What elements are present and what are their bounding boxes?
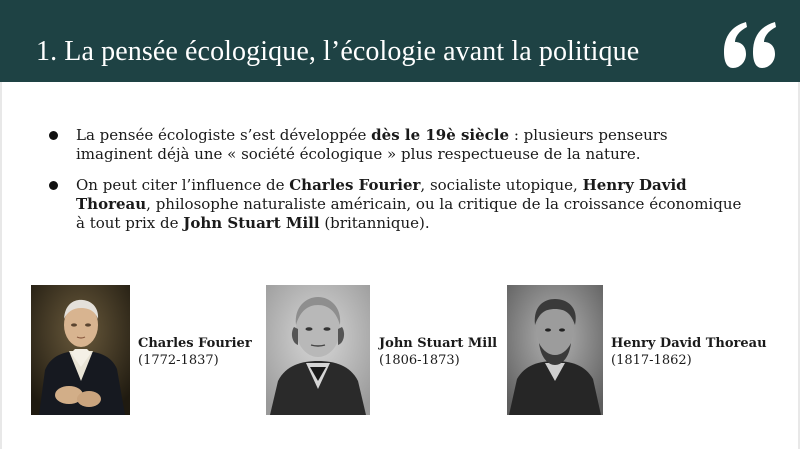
slide-title: 1. La pensée écologique, l’écologie avant la politique	[36, 36, 640, 67]
quotation-mark-icon	[720, 22, 778, 68]
portrait-caption-mill	[379, 335, 497, 369]
bullet-list	[46, 126, 746, 245]
bullet-text: La pensée écologiste s’est développée dès le 19è siècle : plusieurs penseurs imaginent déjà une « société écologique » plus respectueuse de la nature.	[76, 126, 668, 163]
portrait-name: Henry David Thoreau	[611, 336, 767, 351]
bullet-text: On peut citer l’influence de Charles Fourier, socialiste utopique, Henry David Thoreau, philosophe naturaliste américain, ou la critique de la croissance économique à tout prix de John Stuart Mill (britannique).	[76, 176, 742, 232]
slide-header	[0, 0, 800, 82]
portrait-name: John Stuart Mill	[379, 336, 498, 351]
bullet-dot	[49, 131, 58, 140]
portrait-john-stuart-mill	[266, 285, 370, 415]
portrait-caption-thoreau	[611, 335, 767, 369]
portrait-henry-david-thoreau	[507, 285, 603, 415]
portrait-dates: (1817-1862)	[611, 353, 692, 368]
portrait-dates: (1772-1837)	[138, 353, 219, 368]
portrait-charles-fourier	[31, 285, 130, 415]
bullet-dot	[49, 181, 58, 190]
portrait-name: Charles Fourier	[138, 336, 252, 351]
bullet-item	[46, 126, 746, 164]
portrait-dates: (1806-1873)	[379, 353, 460, 368]
portrait-caption-fourier	[138, 335, 252, 369]
bullet-item	[46, 176, 746, 233]
